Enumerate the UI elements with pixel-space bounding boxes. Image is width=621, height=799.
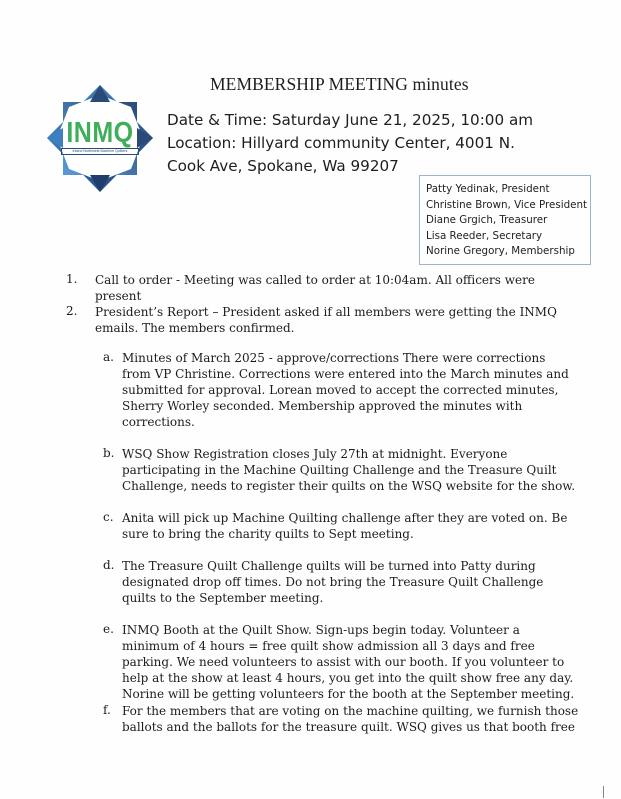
text-line: WSQ Show Registration closes July 27th at midnight. Everyone: [122, 447, 508, 461]
item-number: 1.: [66, 272, 78, 286]
officer-vice-president: Christine Brown, Vice President: [426, 198, 588, 211]
meeting-date-time: Date & Time: Saturday June 21, 2025, 10:00 am: [167, 111, 534, 129]
text-line: corrections.: [122, 415, 195, 429]
scan-artifact: [603, 786, 604, 798]
text-line: ballots and the ballots for the treasure quilt. WSQ gives us that booth free: [122, 720, 575, 734]
text-line: participating in the Machine Quilting Challenge and the Treasure Quilt: [122, 463, 557, 477]
text-line: help at the show at least 4 hours, you get into the quilt show free any day.: [122, 671, 574, 685]
subitem-text: [122, 350, 592, 430]
text-line: Call to order - Meeting was called to order at 10:04am. All officers were: [95, 273, 535, 287]
page-title: MEMBERSHIP MEETING minutes: [210, 74, 469, 94]
text-line: parking. We need volunteers to assist with our booth. If you volunteer to: [122, 655, 565, 669]
subitem-letter: d.: [103, 558, 115, 572]
text-line: For the members that are voting on the machine quilting, we furnish those: [122, 704, 579, 718]
text-line: submitted for approval. Lorean moved to accept the corrected minutes,: [122, 383, 559, 397]
inmq-logo: [47, 85, 153, 192]
subitem-letter: a.: [103, 350, 114, 364]
subitem-letter: b.: [103, 446, 115, 460]
officer-president: Patty Yedinak, President: [426, 183, 550, 195]
text-line: minimum of 4 hours = free quilt show admission all 3 days and free: [122, 639, 535, 653]
officer-secretary: Lisa Reeder, Secretary: [426, 229, 543, 242]
text-line: sure to bring the charity quilts to Sept meeting.: [122, 527, 414, 541]
subitem-letter: c.: [103, 510, 114, 524]
meeting-info: [167, 109, 533, 178]
text-line: President’s Report – President asked if all members were getting the INMQ: [95, 305, 557, 319]
subitem-text: [122, 510, 592, 542]
text-line: Sherry Worley seconded. Membership approved the minutes with: [122, 399, 523, 413]
subitem-letter: e.: [103, 622, 114, 636]
subitem-text: [122, 558, 592, 606]
subitem-text: [122, 703, 592, 735]
text-line: quilts to the September meeting.: [122, 591, 324, 605]
text-line: The Treasure Quilt Challenge quilts will be turned into Patty during: [122, 559, 536, 573]
meeting-location-line-1: Location: Hillyard community Center, 4001 N.: [167, 134, 515, 152]
text-line: present: [95, 289, 142, 303]
text-line: Anita will pick up Machine Quilting challenge after they are voted on. Be: [122, 511, 568, 525]
logo-tagline: Inland Northwest Machine Quilters: [61, 148, 139, 155]
text-line: designated drop off times. Do not bring the Treasure Quilt Challenge: [122, 575, 544, 589]
officer-treasurer: Diane Grgich, Treasurer: [426, 214, 548, 227]
meeting-location-line-2: Cook Ave, Spokane, Wa 99207: [167, 157, 399, 175]
item-number: 2.: [66, 304, 78, 318]
text-line: Challenge, needs to register their quilts on the WSQ website for the show.: [122, 479, 576, 493]
text-line: emails. The members confirmed.: [95, 321, 295, 335]
text-line: Minutes of March 2025 - approve/corrections There were corrections: [122, 351, 546, 365]
subitem-text: [122, 622, 592, 702]
text-line: Norine will be getting volunteers for the booth at the September meeting.: [122, 687, 575, 701]
officers-box: [419, 175, 591, 265]
item-text: [95, 272, 565, 304]
item-text: [95, 304, 565, 336]
text-line: INMQ Booth at the Quilt Show. Sign-ups begin today. Volunteer a: [122, 623, 520, 637]
text-line: from VP Christine. Corrections were entered into the March minutes and: [122, 367, 569, 381]
logo-acronym: INMQ: [66, 116, 134, 150]
subitem-text: [122, 446, 592, 494]
officer-membership: Norine Gregory, Membership: [426, 245, 575, 258]
subitem-letter: f.: [103, 703, 111, 717]
